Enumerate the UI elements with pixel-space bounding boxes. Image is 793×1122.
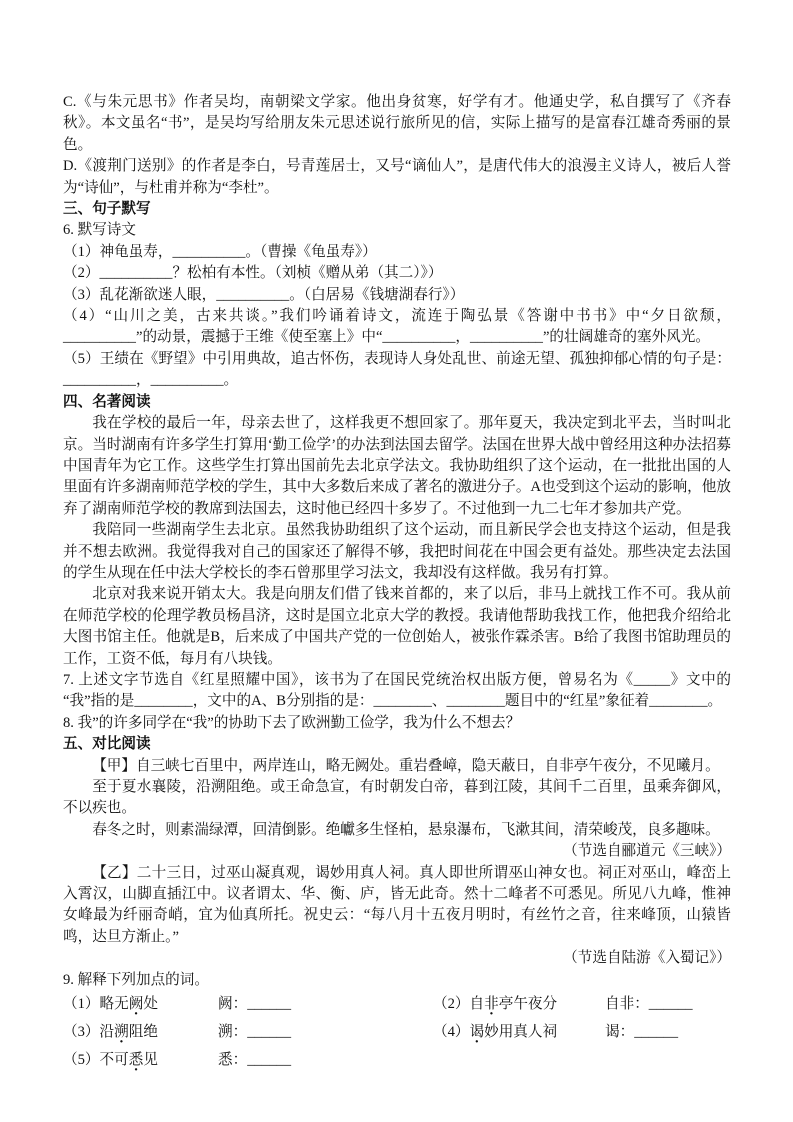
- passage-jia-source: （节选自郦道元《三峡》）: [563, 843, 731, 860]
- q9-item-number: （1）: [63, 996, 100, 1013]
- q9-answer-blank: ______: [648, 996, 693, 1013]
- q9-term-label: [218, 1050, 291, 1071]
- q7-text: 7. 上述文字节选自《红星照耀中国》，该书为了在国民党统治权出版方便，曾易名为《_____》文中的“我”指的是________，文中的A、B分别指的是：________、________题目中的“红星”象征着________。: [63, 671, 731, 710]
- q9-phrase-text: 阻绝: [128, 1023, 158, 1040]
- section-3-title: 三、句子默写: [63, 201, 151, 218]
- q9-term-label: [605, 1022, 678, 1043]
- passage-jia-paragraph: 至于夏水襄陵，沿溯阻绝。或王命急宣，有时朝发白帝，暮到江陵，其间千二百里，虽乘奔御风，不以疾也。: [63, 779, 731, 817]
- novel-excerpt-paragraph: 北京对我来说开销太大。我是向朋友们借了钱来首都的，来了以后，非马上就找工作不可。我从前在师范学校的伦理学教员杨昌济，这时是国立北京大学的教授。我请他帮助我找工作，他把我介绍给北大图书馆主任。他就是B，后来成了中国共产党的一位创始人，被张作霖杀害。B给了我图书馆助理员的工作，工资不低，每月有八块钱。: [63, 586, 731, 667]
- q6-item-5: （5）王绩在《野望》中引用典故，追古怀伤，表现诗人身处乱世、前途无望、孤独抑郁心情的句子是：__________，__________。: [63, 350, 731, 389]
- section-5-title: 五、对比阅读: [63, 736, 151, 753]
- q6-item-2: （2）__________？松柏有本性。（刘桢《赠从弟（其二）》）: [63, 265, 443, 282]
- q9-phrase-text: 妙用真人祠: [484, 1023, 558, 1040]
- q9-answer-blank: ______: [634, 1023, 678, 1040]
- q9-phrase-text: 见: [143, 1051, 158, 1068]
- option-d-text: D.《渡荆门送别》的作者是李白，号青莲居士，又号“谪仙人”，是唐代伟大的浪漫主义诗人，被后人誉为“诗仙”，与杜甫并称为“李杜”。: [63, 158, 731, 196]
- q9-phrase-text: 自: [469, 996, 485, 1013]
- q9-item-number: （3）: [63, 1023, 100, 1040]
- q9-term-text: 悉：: [218, 1051, 248, 1068]
- q6-item-3: （3）乱花渐欲迷人眼，__________。（白居易《钱塘湖春行》）: [63, 286, 465, 303]
- q9-item-phrase: [63, 1022, 218, 1043]
- emphasized-char: 悉: [128, 1051, 144, 1068]
- passage-yi-paragraph: 【乙】二十三日，过巫山凝真观，谒妙用真人祠。真人即世所谓巫山神女也。祠正对巫山，峰峦上入霄汉，山脚直插江中。议者谓太、华、衡、庐，皆无此奇。然十二峰者不可悉见。所见八九峰，惟神女峰最为纤丽奇峭，宜为仙真所托。祝史云：“每八月十五夜月明时，有丝竹之音，往来峰顶，山猿皆鸣，达旦方渐止。”: [63, 864, 731, 945]
- q9-item: [63, 1022, 433, 1043]
- q9-phrase-text: 略无: [99, 996, 129, 1013]
- q9-item-number: （5）: [63, 1051, 100, 1068]
- novel-excerpt-paragraph: 我在学校的最后一年，母亲去世了，这样我更不想回家了。那年夏天，我决定到北平去，当时叫北京。当时湖南有许多学生打算用‘勤工俭学’的办法到法国去留学。法国在世界大战中曾经用这种办法招募中国青年为它工作。这些学生打算出国前先去北京学法文。我协助组织了这个运动，在一批批出国的人里面有许多湖南师范学校的学生，其中大多数后来成了著名的激进分子。A也受到这个运动的影响，他放弃了湖南师范学校的教席到法国去，这时他已经四十多岁了。不过他到一九二七年才参加共产党。: [63, 415, 731, 517]
- q9-item: [63, 994, 433, 1015]
- q9-phrase-text: 不可: [99, 1051, 129, 1068]
- q9-item-phrase: [433, 1022, 605, 1043]
- passage-jia-paragraph: 春冬之时，则素湍绿潭，回清倒影。绝巘多生怪柏，悬泉瀑布，飞漱其间，清荣峻茂，良多趣味。: [92, 821, 720, 838]
- q9-term-text: 自非：: [605, 996, 649, 1013]
- q9-answer-blank: ______: [247, 1051, 291, 1068]
- q9-term-text: 谒：: [605, 1023, 635, 1040]
- q9-term-label: [605, 994, 693, 1015]
- q9-item: [63, 1050, 433, 1071]
- q8-text: 8. 我”的许多同学在“我”的协助下去了欧洲勤工俭学，我为什么不想去？: [63, 714, 521, 731]
- q9-phrase-text: 亭午夜分: [498, 996, 558, 1013]
- option-c-text: C.《与朱元思书》作者吴均，南朝梁文学家。他出身贫寒，好学有才。他通史学，私自撰写了《齐春秋》。本文虽名“书”，是吴均写给朋友朱元思述说行旅所见的信，实际上描写的是富春江雄奇秀丽的景色。: [63, 94, 731, 153]
- emphasized-char: 溯: [114, 1023, 129, 1040]
- q9-term-text: 阙：: [218, 996, 248, 1013]
- q9-phrase-text: 处: [143, 996, 158, 1013]
- q9-item: [433, 1022, 731, 1043]
- passage-jia-paragraph: 【甲】自三峡七百里中，两岸连山，略无阙处。重岩叠嶂，隐天蔽日，自非亭午夜分，不见曦月。: [92, 757, 720, 774]
- q9-term-label: [218, 994, 291, 1015]
- q9-answer-blank: ______: [247, 996, 291, 1013]
- passage-yi-source: （节选自陆游《入蜀记》）: [563, 950, 731, 967]
- q9-item-number: （2）: [433, 996, 470, 1013]
- q9-answer-blank: ______: [247, 1023, 291, 1040]
- q9-item-phrase: [63, 994, 218, 1015]
- novel-excerpt-paragraph: 我陪同一些湖南学生去北京。虽然我协助组织了这个运动，而且新民学会也支持这个运动，但是我并不想去欧洲。我觉得我对自己的国家还了解得不够，我把时间花在中国会更有益处。那些决定去法国的学生从现在任中法大学校长的李石曾那里学习法文，我却没有这样做。我另有打算。: [63, 522, 731, 581]
- q9-item-phrase: [63, 1050, 218, 1071]
- q9-phrase-text: 沿: [99, 1023, 115, 1040]
- q9-item-number: （4）: [433, 1023, 470, 1040]
- q6-label: 6. 默写诗文: [63, 222, 136, 239]
- emphasized-char: 谒: [469, 1023, 485, 1040]
- q6-item-1: （1）神龟虽寿，__________。（曹操《龟虽寿》）: [63, 243, 377, 260]
- q9-item-phrase: [433, 994, 605, 1015]
- emphasized-char: 阙: [128, 996, 144, 1013]
- q9-term-label: [218, 1022, 291, 1043]
- q9-items-grid: [63, 994, 731, 1071]
- q6-item-4: （4）“山川之美，古来共谈。”我们吟诵着诗文，流连于陶弘景《答谢中书书》中“夕日欲颓，__________”的动景，震撼于王维《使至塞上》中“__________，__________”的壮阔雄奇的塞外风光。: [63, 308, 731, 346]
- q9-term-text: 溯：: [218, 1023, 248, 1040]
- q9-item: [433, 994, 731, 1015]
- q9-label: 9. 解释下列加点的词。: [63, 971, 209, 988]
- section-4-title: 四、名著阅读: [63, 393, 151, 410]
- emphasized-char: 非: [484, 996, 499, 1013]
